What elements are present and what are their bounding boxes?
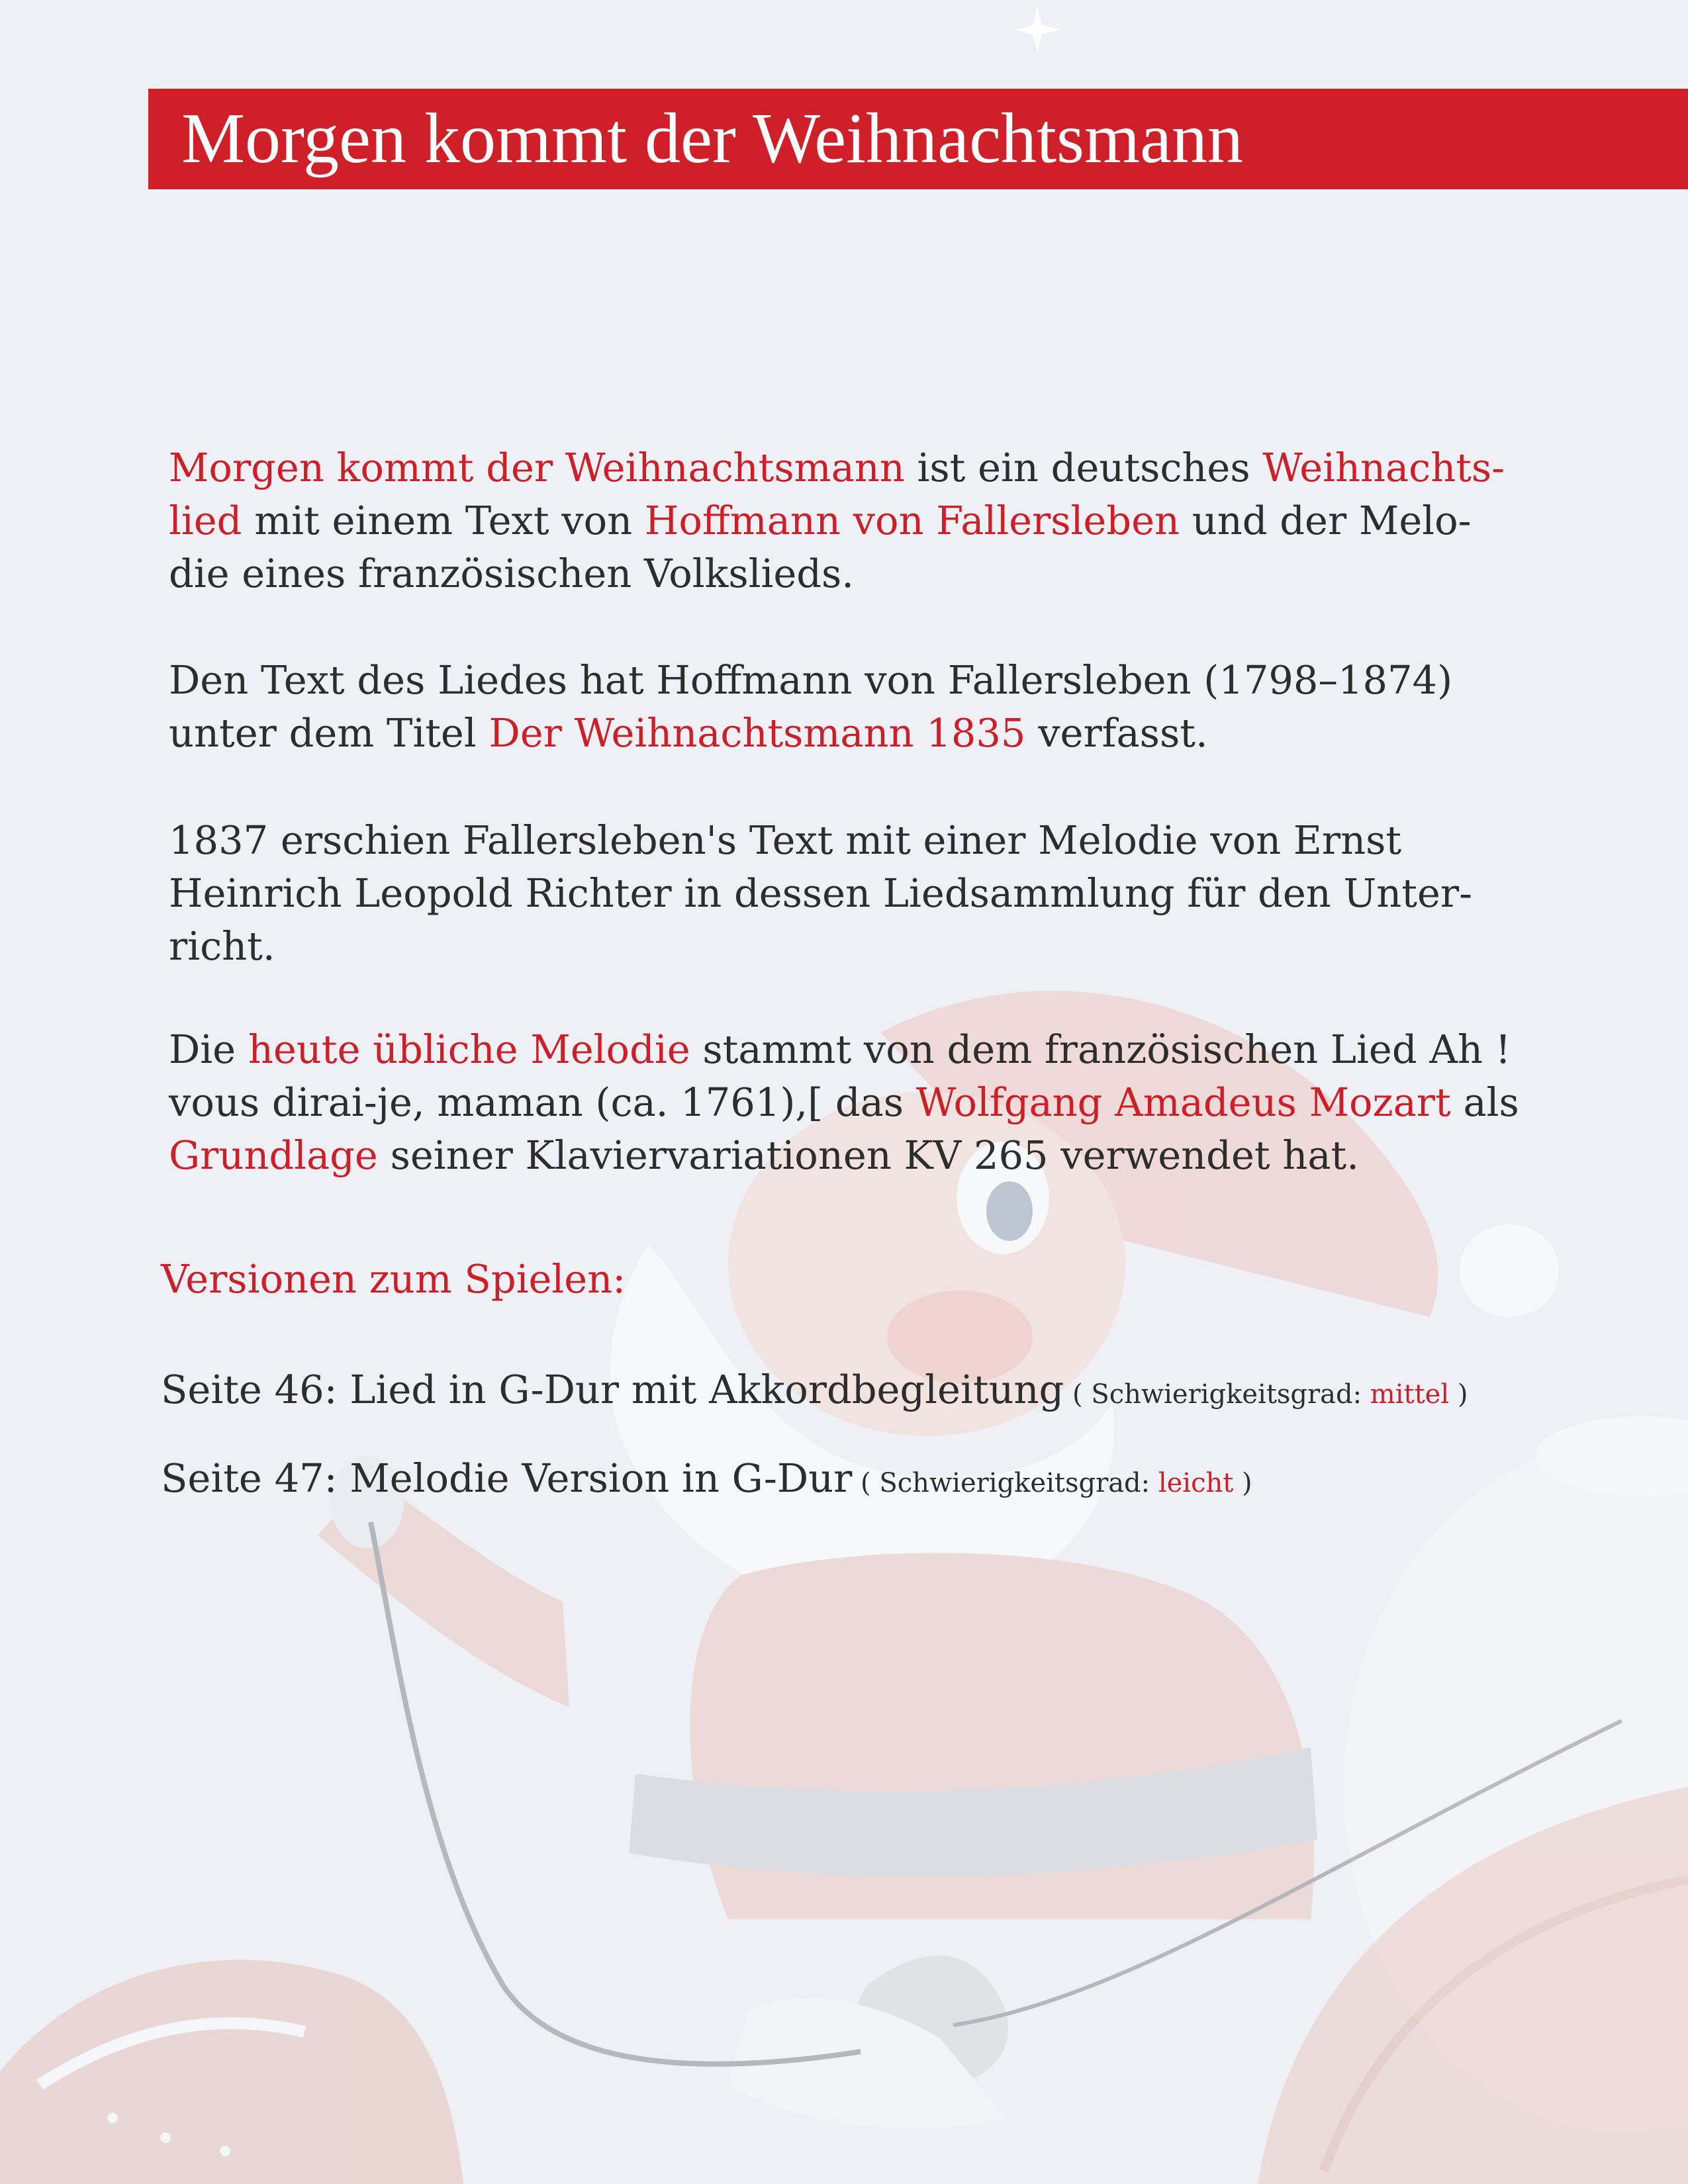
text-line [169,494,1572,547]
intro-paragraph [169,441,1572,600]
author-link[interactable]: Hoffmann von Fallersleben [644,498,1180,543]
version-label: Seite 47: Melodie Version in G-Dur [161,1455,853,1501]
text-line: richt. [169,923,275,969]
text-span: Die [169,1026,248,1072]
text-span: als [1450,1079,1519,1125]
text-line: Heinrich Leopold Richter in dessen Liedsammlung für den Unter- [169,870,1473,916]
mozart-link[interactable]: Wolfgang Amadeus Mozart [915,1079,1451,1125]
text-span: ist ein deutsches [904,445,1263,490]
text-span: seiner Klaviervariationen KV 265 verwendet hat. [377,1132,1359,1178]
melody-paragraph [169,1023,1572,1182]
melody-link[interactable]: heute übliche Melodie [248,1026,690,1072]
difficulty-label: ( Schwierigkeitsgrad: [852,1468,1158,1498]
page-title: Morgen kommt der Weihnachtsmann [181,99,1244,178]
version-item[interactable] [161,1452,1252,1510]
version-label: Seite 46: Lied in G-Dur mit Akkordbegleitung [161,1367,1064,1412]
basis-link[interactable]: Grundlage [169,1132,378,1178]
versions-heading: Versionen zum Spielen: [161,1256,626,1302]
difficulty-close: ) [1233,1468,1252,1498]
text-line [169,1076,1572,1129]
text-line: die eines französischen Volkslieds. [169,551,855,596]
text-line [169,1129,1572,1182]
text-span: stammt von dem französischen Lied Ah ! [690,1026,1511,1072]
song-title-link[interactable]: Morgen kommt der Weihnachtsmann [169,445,905,490]
difficulty-value: mittel [1370,1379,1450,1410]
text-span: vous dirai-je, maman (ca. 1761),[ das [169,1079,916,1125]
title-banner [148,89,1688,189]
text-line: 1837 erschien Fallersleben's Text mit einer Melodie von Ernst [169,817,1402,863]
text-span: unter dem Titel [169,710,489,756]
original-title-link[interactable]: Der Weihnachtsmann 1835 [489,710,1026,756]
text-span: mit einem Text von [242,498,645,543]
christmas-song-link[interactable]: lied [169,498,242,543]
difficulty-value: leicht [1158,1468,1234,1498]
text-line [169,441,1572,494]
difficulty-label: ( Schwierigkeitsgrad: [1064,1379,1370,1410]
text-line [169,707,1572,760]
text-line [169,1023,1572,1076]
version-item[interactable] [161,1363,1468,1421]
text-origin-paragraph [169,654,1572,760]
text-span: und der Melo- [1180,498,1472,543]
difficulty-close: ) [1449,1379,1468,1410]
text-span: verfasst. [1025,710,1208,756]
sparkle-icon [1014,7,1060,53]
text-line: Den Text des Liedes hat Hoffmann von Fallersleben (1798–1874) [169,657,1453,703]
history-paragraph [169,814,1572,973]
christmas-song-link[interactable]: Weihnachts- [1262,445,1505,490]
